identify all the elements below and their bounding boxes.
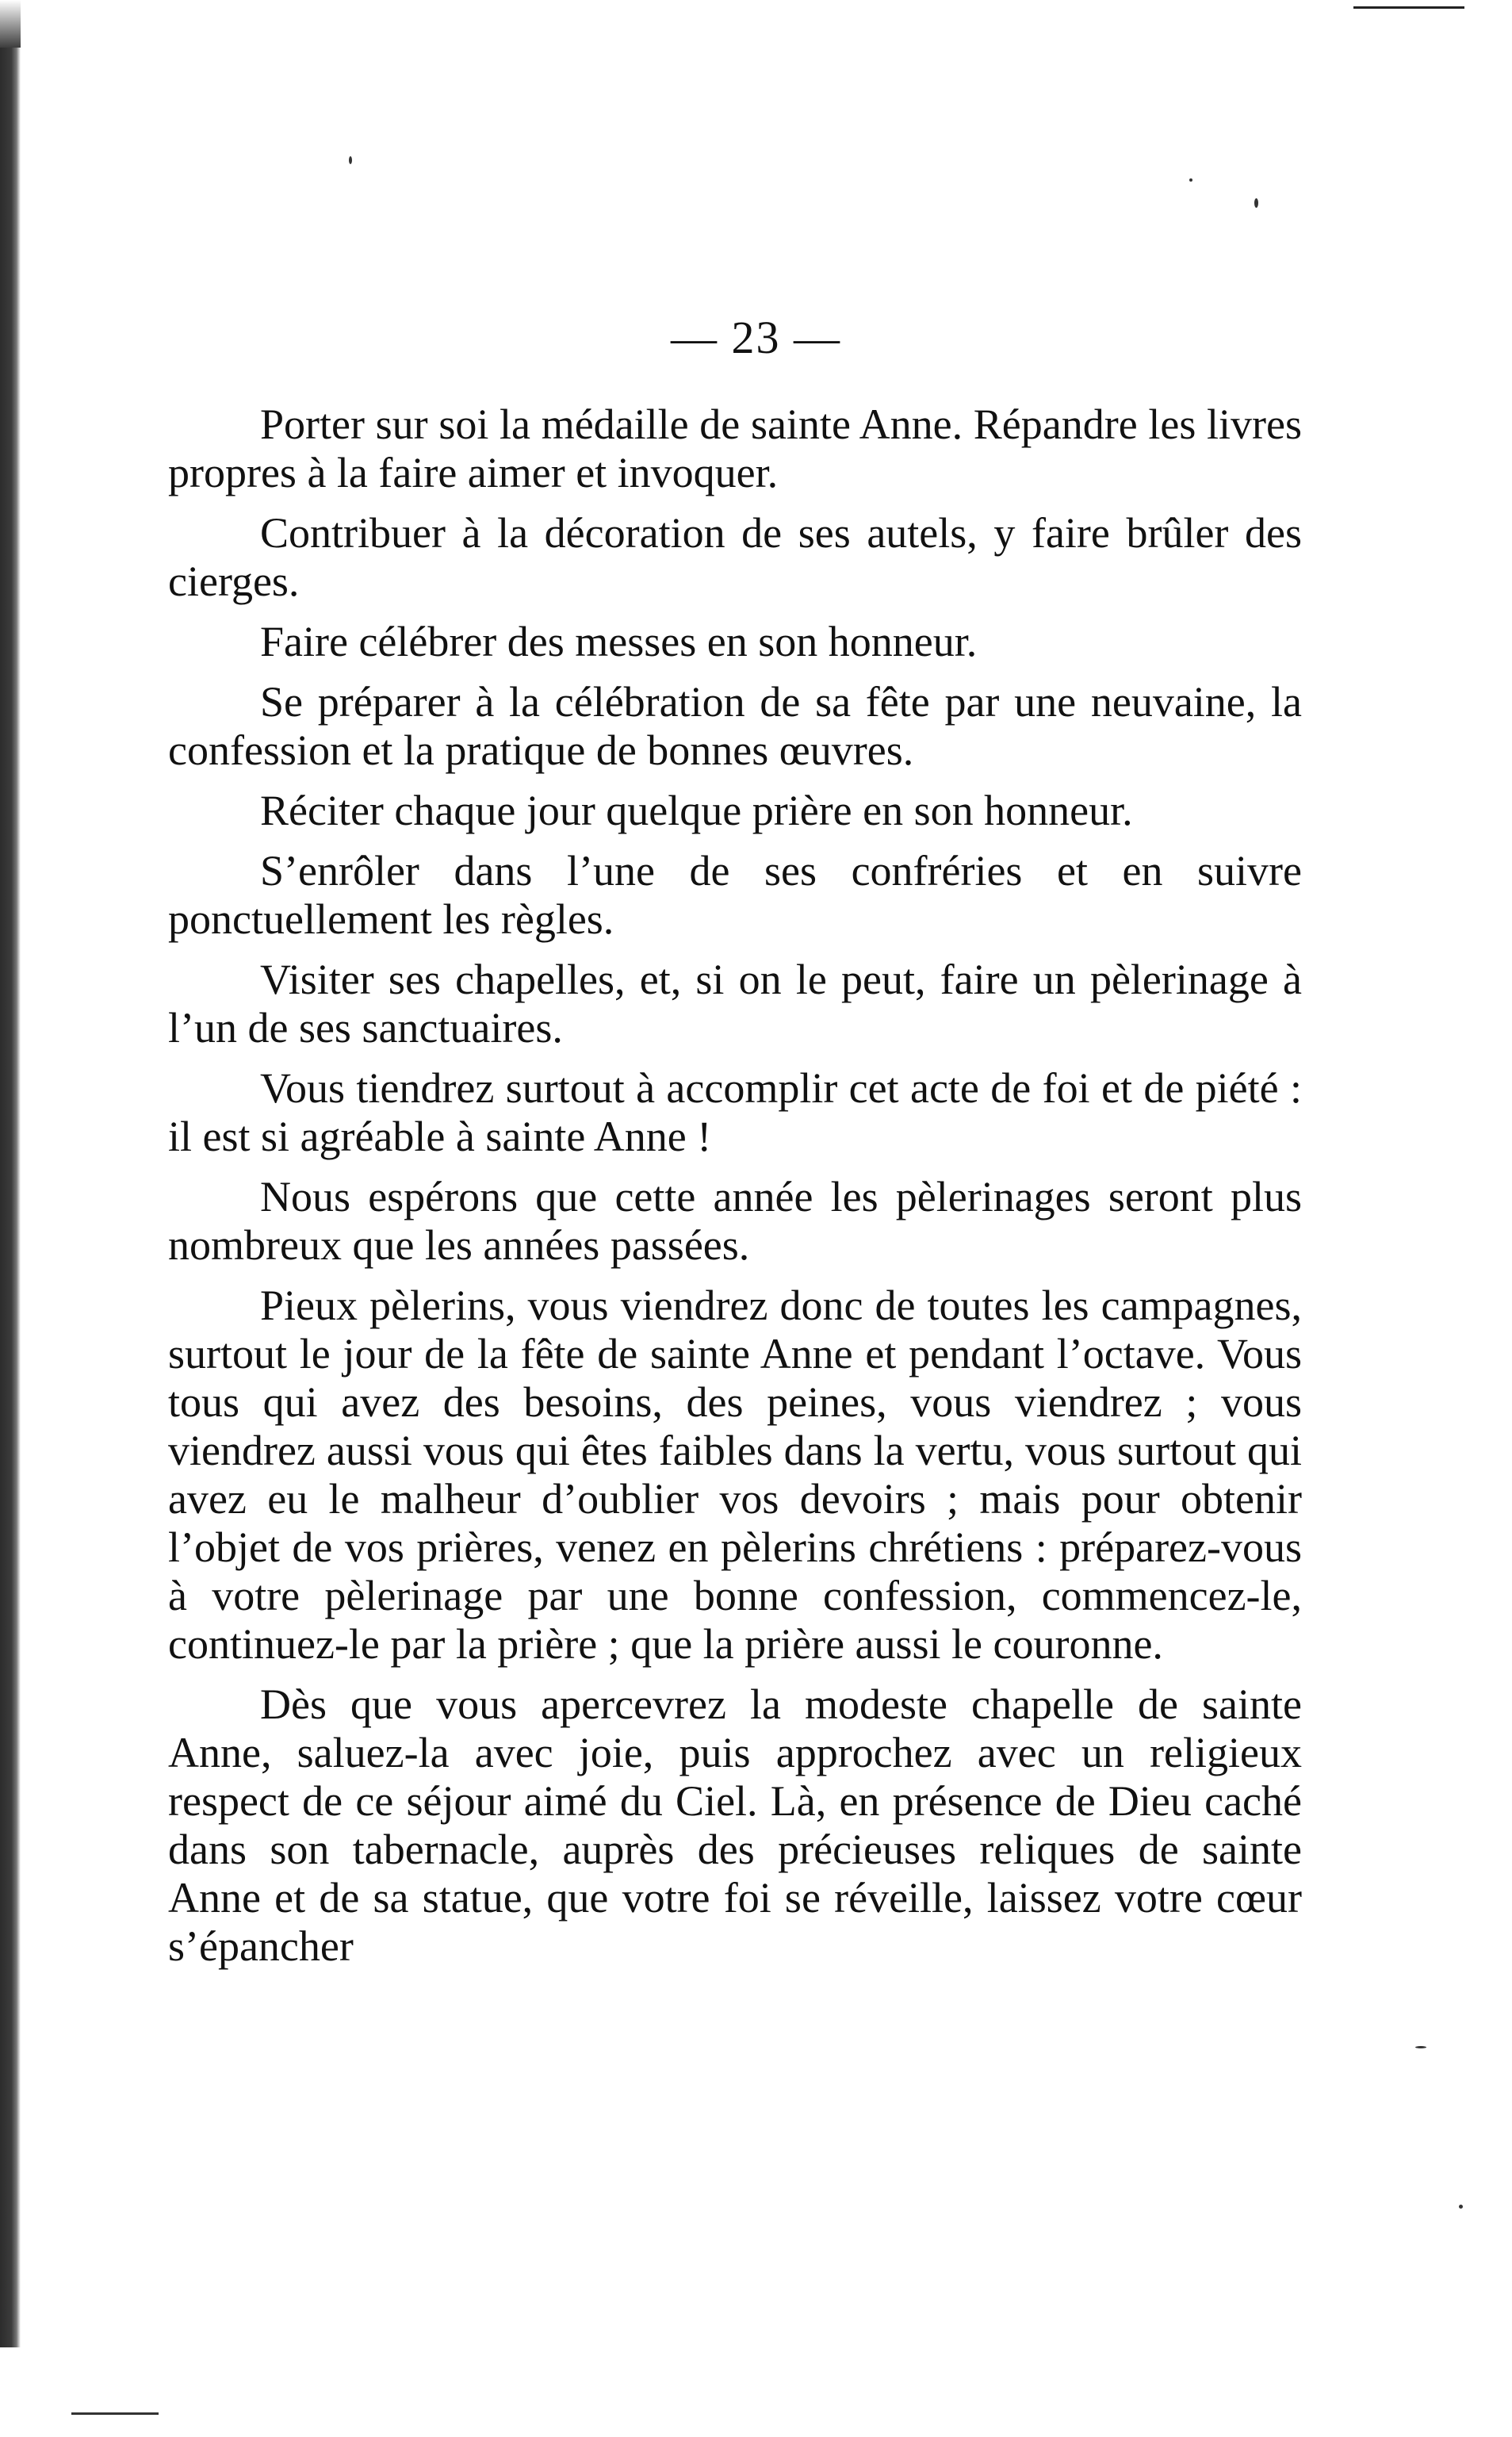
paragraph: Dès que vous apercevrez la modeste chapelle de sainte Anne, saluez-la avec joie, puis approchez avec un religieux respect de ce séjour aimé du Ciel. Là, en présence de Dieu caché dans son tabernacle, auprès des précieuses reliques de sainte Anne et de sa statue, que votre foi se réveille, laissez votre cœur s’épancher [168, 1680, 1302, 1970]
page-number: — 23 — [671, 312, 841, 363]
scan-mark-top [1353, 6, 1464, 9]
paragraph: Faire célébrer des messes en son honneur. [260, 618, 978, 665]
scan-speck [1415, 2046, 1426, 2048]
paragraph: Se préparer à la célébration de sa fête par une neuvaine, la confession et la pratique de bonnes œuvres. [168, 678, 1302, 774]
paragraph: S’enrôler dans l’une de ses confréries et en suivre ponctuellement les règles. [168, 847, 1302, 943]
scan-speck [349, 156, 352, 164]
scan-speck [1459, 2205, 1463, 2209]
scan-mark-bottom [71, 2412, 159, 2415]
body-text [168, 400, 1302, 1983]
paragraph: Pieux pèlerins, vous viendrez donc de toutes les campagnes, surtout le jour de la fête de sainte Anne et pendant l’octave. Vous tous qui avez des besoins, des peines, vous viendrez ; vous viendrez aussi vous qui êtes faibles dans la vertu, vous surtout qui avez eu le malheur d’oublier vos devoirs ; mais pour obtenir l’objet de vos prières, venez en pèlerins chrétiens : préparez-vous à votre pèlerinage par une bonne confession, commencez-le, continuez-le par la prière ; que la prière aussi le couronne. [168, 1282, 1302, 1668]
binding-edge-top [0, 0, 21, 48]
paragraph: Nous espérons que cette année les pèlerinages seront plus nombreux que les années passées. [168, 1173, 1302, 1269]
scan-speck [1189, 178, 1192, 182]
paragraph: Visiter ses chapelles, et, si on le peut, faire un pèlerinage à l’un de ses sanctuaires. [168, 956, 1302, 1052]
paragraph: Vous tiendrez surtout à accomplir cet acte de foi et de piété : il est si agréable à sainte Anne ! [168, 1064, 1302, 1160]
binding-edge-shadow [0, 48, 21, 2347]
paragraph: Réciter chaque jour quelque prière en son honneur. [260, 787, 1133, 834]
scan-speck [1254, 198, 1258, 208]
paragraph: Porter sur soi la médaille de sainte Anne. Répandre les livres propres à la faire aimer et invoquer. [168, 400, 1302, 496]
paragraph: Contribuer à la décoration de ses autels, y faire brûler des cierges. [168, 509, 1302, 605]
